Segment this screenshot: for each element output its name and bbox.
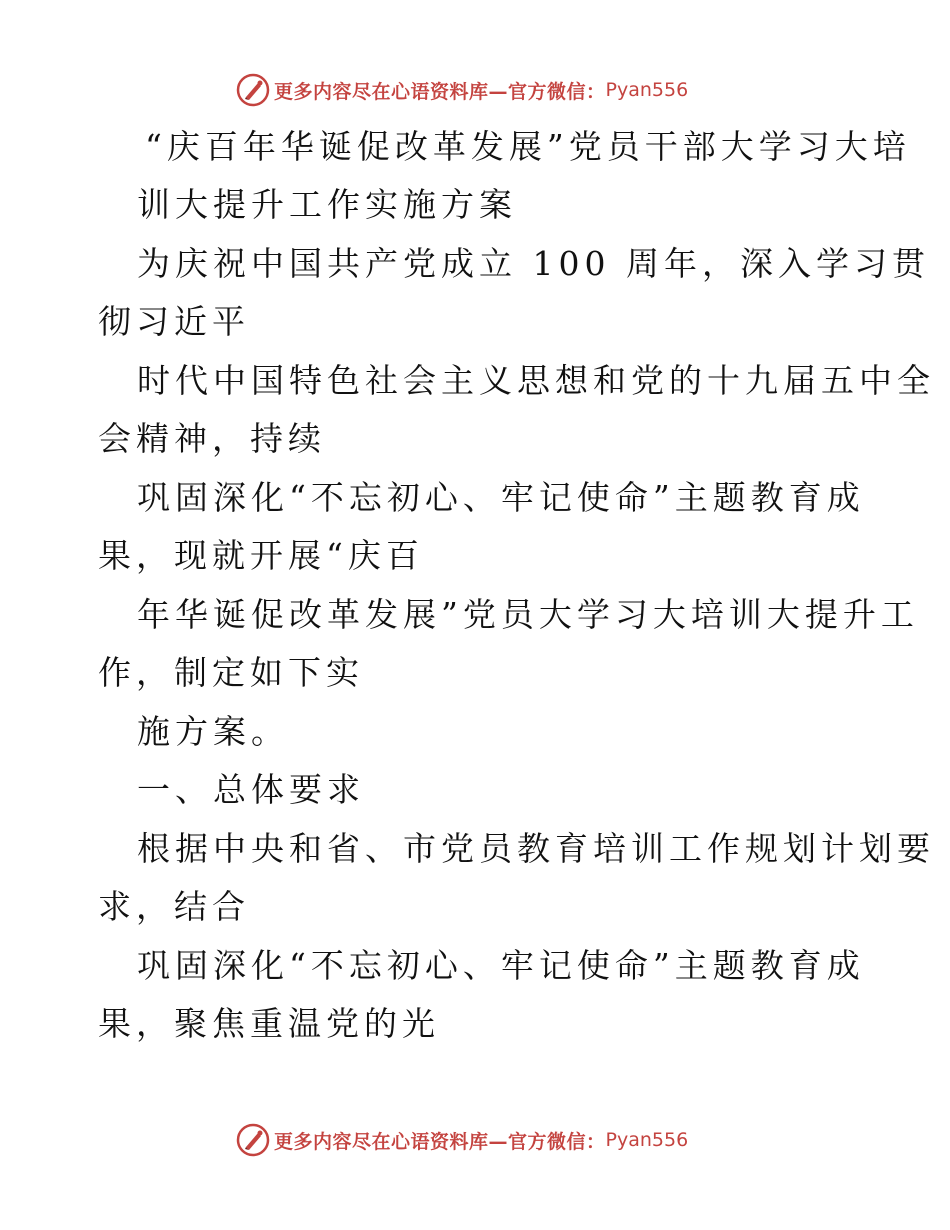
paragraph-line: 时代中国特色社会主义思想和党的十九届五中全 xyxy=(137,361,935,400)
paragraph-line: 会精神，持续 xyxy=(98,419,326,458)
document-title-line-1: “庆百年华诞促改革发展”党员干部大学习大培 xyxy=(145,127,911,166)
paragraph-line: 求，结合 xyxy=(98,887,250,926)
paragraph-line: 巩固深化“不忘初心、牢记使命”主题教育成 xyxy=(137,478,865,517)
pen-logo-icon xyxy=(236,73,270,107)
section-heading: 一、总体要求 xyxy=(137,770,365,809)
paragraph-line: 施方案。 xyxy=(137,712,289,751)
document-title-line-2: 训大提升工作实施方案 xyxy=(137,185,517,224)
footer-watermark xyxy=(236,1122,688,1158)
pen-logo-icon xyxy=(236,1123,270,1157)
watermark-code: Pyan556 xyxy=(605,79,689,101)
watermark-code: Pyan556 xyxy=(605,1129,689,1151)
header-watermark xyxy=(236,72,688,108)
paragraph-line: 巩固深化“不忘初心、牢记使命”主题教育成 xyxy=(137,946,865,985)
paragraph-line: 为庆祝中国共产党成立 100 周年，深入学习贯 xyxy=(137,244,930,283)
paragraph-line: 年华诞促改革发展”党员大学习大培训大提升工 xyxy=(137,595,919,634)
paragraph-line: 果，现就开展“庆百 xyxy=(98,536,424,575)
paragraph-line: 果，聚焦重温党的光 xyxy=(98,1004,440,1043)
paragraph-line: 根据中央和省、市党员教育培训工作规划计划要 xyxy=(137,829,935,868)
paragraph-line: 彻习近平 xyxy=(98,302,250,341)
watermark-text: 更多内容尽在心语资料库—官方微信： xyxy=(274,80,606,103)
paragraph-line: 作，制定如下实 xyxy=(98,653,364,692)
watermark-text: 更多内容尽在心语资料库—官方微信： xyxy=(274,1130,606,1153)
